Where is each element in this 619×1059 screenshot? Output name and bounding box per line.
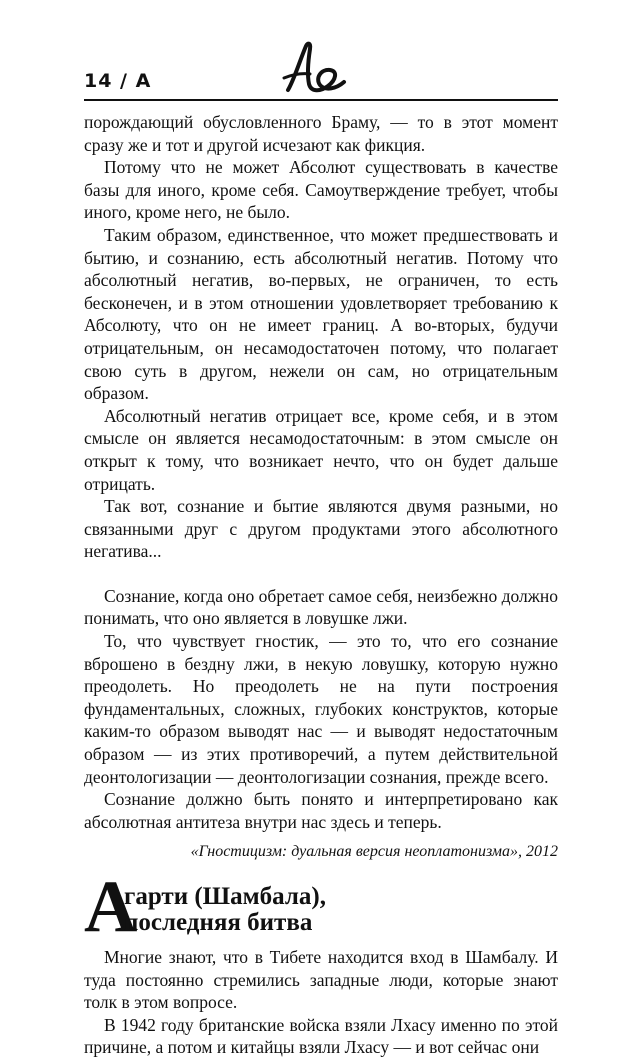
paragraph: Сознание должно быть понято и интерпретировано как абсолютная антитеза внутри нас здесь и теперь. <box>84 789 558 832</box>
paragraph: Таким образом, единственное, что может предшествовать и бытию, и сознанию, есть абсолютный негатив. Потому что абсолютный негатив, во-первых, не ограничен, то есть бесконечен, и в этом отношении удовлетворяет требованию к Абсолюту, что он не имеет границ. А во-вторых, будучи отрицательным, он несамодостаточен потому, что полагает свою суть в другом, нежели он сам, но отрицательным образом. <box>84 224 558 404</box>
page-number: 14 / А <box>84 70 152 92</box>
section-heading <box>84 866 558 948</box>
drop-cap: А <box>84 866 138 948</box>
source-citation: «Гностицизм: дуальная версия неоплатонизма», 2012 <box>190 843 558 861</box>
paragraph: Многие знают, что в Тибете находится вход в Шамбалу. И туда постоянно стремились западные люди, которые знают толк в этом вопросе. <box>84 947 558 1013</box>
paragraph-gap <box>84 563 558 585</box>
header-divider <box>84 99 558 101</box>
paragraph: То, что чувствует гностик, — это то, что его сознание вброшено в бездну лжи, в некую ловушку, которую нужно преодолеть. Но преодолеть не на пути построения фундаментальных, сложных, глубоких конструктов, которые каким-то образом выводят нас — и выводят недостаточным образом — из этих противоречий, а путем действительной деонтологизации — деонтологизации сознания, прежде всего. <box>84 631 558 787</box>
paragraph: Потому что не может Абсолют существовать в качестве базы для иного, кроме себя. Самоутверждение требует, чтобы иного, кроме него, не было. <box>84 157 558 223</box>
paragraph: Так вот, сознание и бытие являются двумя разными, но связанными друг с другом продуктами этого абсолютного негатива... <box>84 496 558 562</box>
paragraph: порождающий обусловленного Браму, — то в этот момент сразу же и тот и другой исчезают как фикция. <box>84 112 558 155</box>
section-body <box>84 946 558 1059</box>
page-header <box>0 0 619 110</box>
page-body <box>84 111 558 1059</box>
section-title-line1: гарти (Шамбала), <box>124 883 326 910</box>
paragraph: Сознание, когда оно обретает самое себя, неизбежно должно понимать, что оно является в ловушке лжи. <box>84 585 559 629</box>
paragraph: Абсолютный негатив отрицает все, кроме себя, и в этом смысле он является несамодостаточным: в этом смысле он открыт к тому, что возникает нечто, что он будет дальше отрицать. <box>84 405 558 494</box>
handwritten-a-logo-icon <box>280 40 350 95</box>
section-title-line2: последняя битва <box>124 909 313 936</box>
paragraph: В 1942 году британские войска взяли Лхасу именно по этой причине, а потом и китайцы взяли Лхасу — и вот сейчас они <box>84 1014 558 1058</box>
